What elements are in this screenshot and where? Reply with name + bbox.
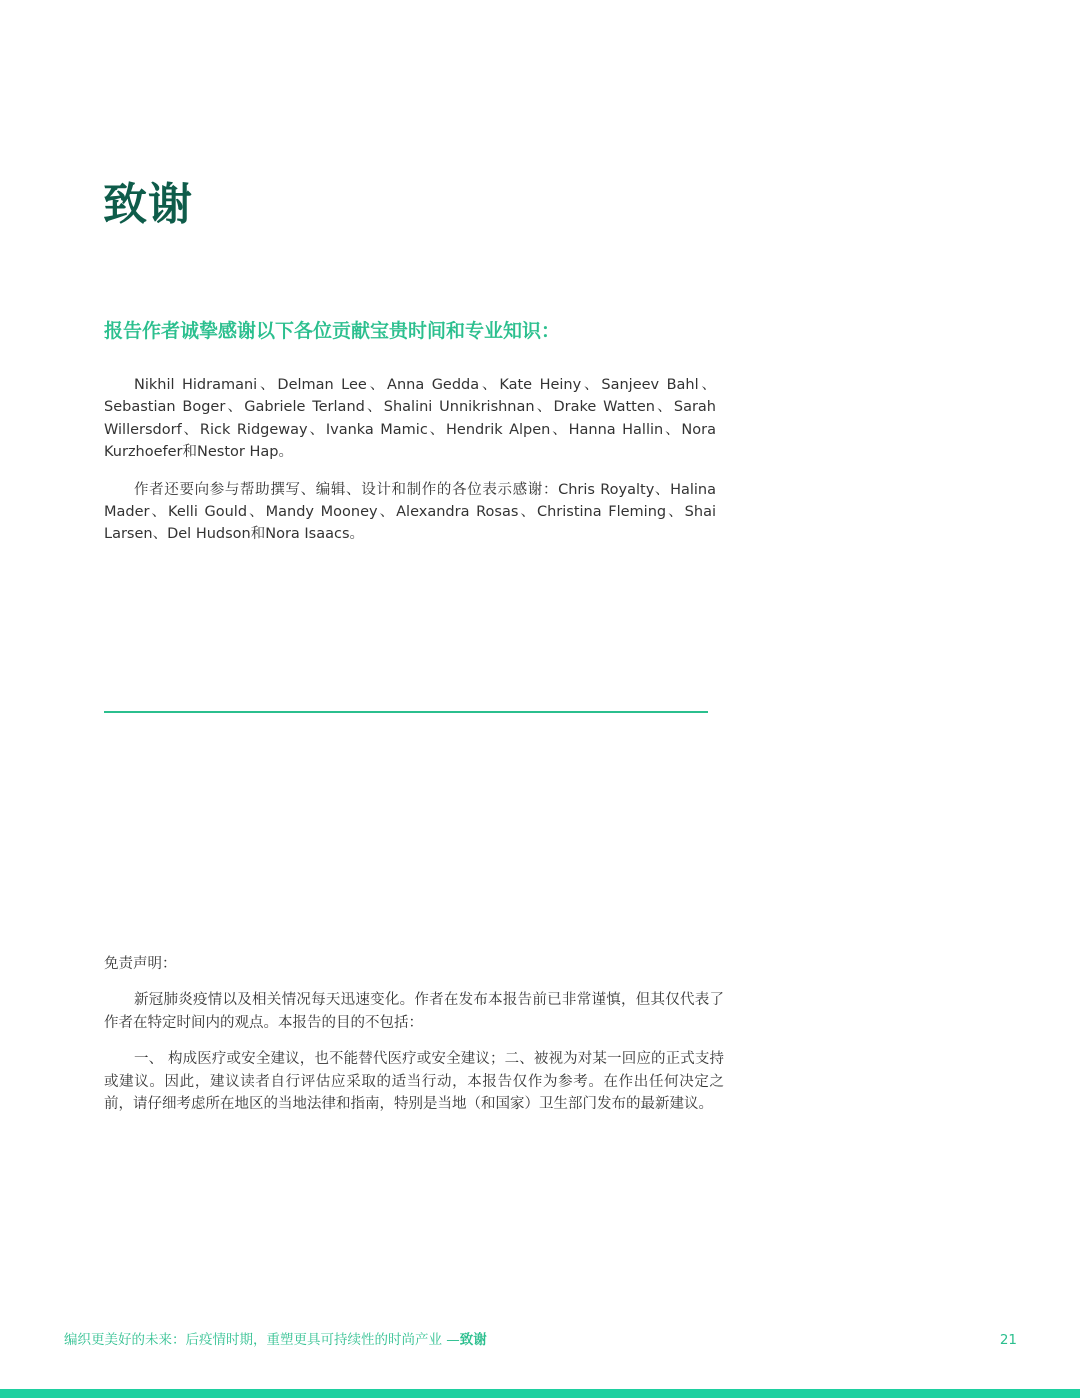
production-thanks-paragraph: 作者还要向参与帮助撰写、编辑、设计和制作的各位表示感谢：Chris Royalty、Halina Mader、Kelli Gould、Mandy Mooney、Alexandra Rosas、Christina Fleming、Shai Larsen、Del Hudson和Nora Isaacs。 [104,481,716,543]
footer-section-name: 致谢 [459,1332,487,1348]
disclaimer-section [104,952,724,1116]
footer-report-title [64,1330,487,1350]
disclaimer-paragraph: 新冠肺炎疫情以及相关情况每天迅速变化。作者在发布本报告前已非常谨慎，但其仅代表了作者在特定时间内的观点。本报告的目的不包括： [104,992,724,1031]
bottom-accent-bar [0,1389,1080,1398]
page-number: 21 [999,1332,1017,1348]
disclaimer-heading: 免责声明： [104,956,177,972]
contributors-paragraph: Nikhil Hidramani、Delman Lee、Anna Gedda、Kate Heiny、Sanjeev Bahl、Sebastian Boger、Gabriele Terland、Shalini Unnikrishnan、Drake Watten、Sarah Willersdorf、Rick Ridgeway、Ivanka Mamic、Hendrik Alpen、Hanna Hallin、Nora Kurzhoefer和Nestor Hap。 [104,377,716,461]
acknowledgement-section [104,374,716,546]
section-divider [104,711,708,713]
footer-report-name: 编织更美好的未来：后疫情时期，重塑更具可持续性的时尚产业 — [64,1332,460,1348]
disclaimer-paragraph: 一、 构成医疗或安全建议，也不能替代医疗或安全建议；二、被视为对某一回应的正式支持或建议。因此，建议读者自行评估应采取的适当行动，本报告仅作为参考。在作出任何决定之前，请仔细考虑所在地区的当地法律和指南，特别是当地（和国家）卫生部门发布的最新建议。 [104,1051,724,1113]
page-title: 致谢 [103,179,193,230]
acknowledgement-subtitle: 报告作者诚挚感谢以下各位贡献宝贵时间和专业知识： [104,320,561,342]
